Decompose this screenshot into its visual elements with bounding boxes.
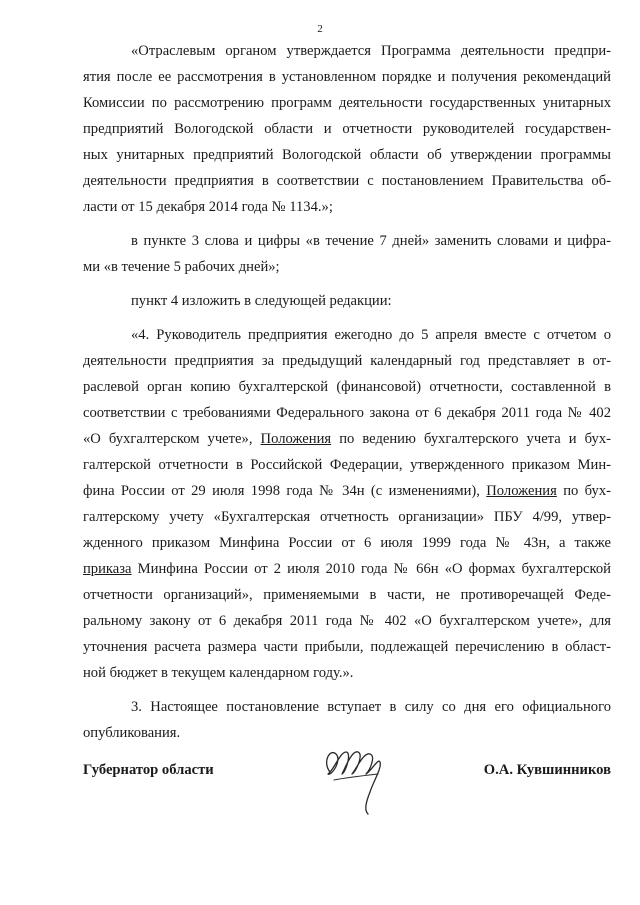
paragraph-item-3 bbox=[83, 228, 611, 280]
signatory-title: Губернатор области bbox=[83, 762, 214, 778]
link-polozhenie-2[interactable]: Положения bbox=[486, 483, 557, 499]
text-line: «Отраслевым органом утверждается Программа деятельности предпри- bbox=[131, 43, 611, 59]
signatory-name: О.А. Кувшинников bbox=[483, 762, 611, 778]
text-line: отчетности организаций», применяемыми в части, не противоречащей Феде- bbox=[83, 587, 611, 603]
paragraph-item-4-text bbox=[83, 322, 611, 686]
text-fragment: Минфина России от 2 июля 2010 года № 66н «О формах бухгалтерской bbox=[137, 561, 611, 577]
paragraph-program-approval bbox=[83, 38, 611, 220]
text-line: ной бюджет в текущем календарном году.». bbox=[83, 665, 354, 681]
text-fragment: по ведению бухгалтерского учета и бух- bbox=[339, 431, 611, 447]
text-line: галтерской отчетности в Российской Федерации, утвержденного приказом Мин- bbox=[83, 457, 611, 473]
text-line bbox=[83, 478, 611, 504]
text-line: предприятий Вологодской области и отчетности руководителей государствен- bbox=[83, 121, 611, 137]
paragraph-item-4-intro bbox=[83, 288, 611, 314]
link-polozhenie-1[interactable]: Положения bbox=[260, 431, 332, 447]
text-line: деятельности предприятия в соответствии с постановлением Правительства об- bbox=[83, 173, 611, 189]
text-line: соответствии с требованиями Федерального закона от 6 декабря 2011 года № 402 bbox=[83, 405, 611, 421]
handwritten-signature bbox=[320, 740, 386, 818]
text-line: раслевой орган копию бухгалтерской (финансовой) отчетности, составленной в bbox=[83, 379, 611, 395]
text-line: жденного приказом Минфина России от 6 июля 1999 года № 43н, а также bbox=[83, 535, 611, 551]
link-prikaz[interactable]: приказа bbox=[83, 561, 132, 577]
text-line: «4. Руководитель предприятия ежегодно до 5 апреля вместе с отчетом о bbox=[131, 327, 611, 343]
page-number: 2 bbox=[317, 23, 323, 35]
text-line: ми «в течение 5 рабочих дней»; bbox=[83, 259, 280, 275]
text-fragment: фина России от 29 июля 1998 года № 34н (с изменениями), bbox=[83, 483, 480, 499]
paragraph-effective-date bbox=[83, 694, 611, 746]
text-line: уточнения расчета размера части прибыли, подлежащей перечислению в област- bbox=[83, 639, 611, 655]
text-line: пункт 4 изложить в следующей редакции: bbox=[131, 293, 392, 309]
text-fragment: «О бухгалтерском учете», bbox=[83, 431, 253, 447]
document-body bbox=[83, 38, 611, 746]
text-line: ральному закону от 6 декабря 2011 года № 402 «О бухгалтерском учете», для bbox=[83, 613, 611, 629]
text-line: опубликования. bbox=[83, 725, 181, 741]
text-line bbox=[83, 426, 611, 452]
text-line: Комиссии по рассмотрению программ деятельности государственных унитарных bbox=[83, 95, 611, 111]
text-line: 3. Настоящее постановление вступает в силу со дня его официального bbox=[131, 699, 611, 715]
text-fragment: по бух- bbox=[563, 483, 612, 499]
text-line: деятельности предприятия за предыдущий календарный год представляет в от- bbox=[83, 353, 611, 369]
text-line: ласти от 15 декабря 2014 года № 1134.»; bbox=[83, 199, 333, 215]
text-line bbox=[83, 556, 611, 582]
text-line: в пункте 3 слова и цифры «в течение 7 дней» заменить словами и цифра- bbox=[131, 233, 611, 249]
text-line: галтерскому учету «Бухгалтерская отчетность организации» ПБУ 4/99, утвер- bbox=[83, 509, 611, 525]
text-line: ных унитарных предприятий Вологодской области об утверждении программы bbox=[83, 147, 611, 163]
text-line: ятия после ее рассмотрения в установленном порядке и получения рекомендаций bbox=[83, 69, 611, 85]
